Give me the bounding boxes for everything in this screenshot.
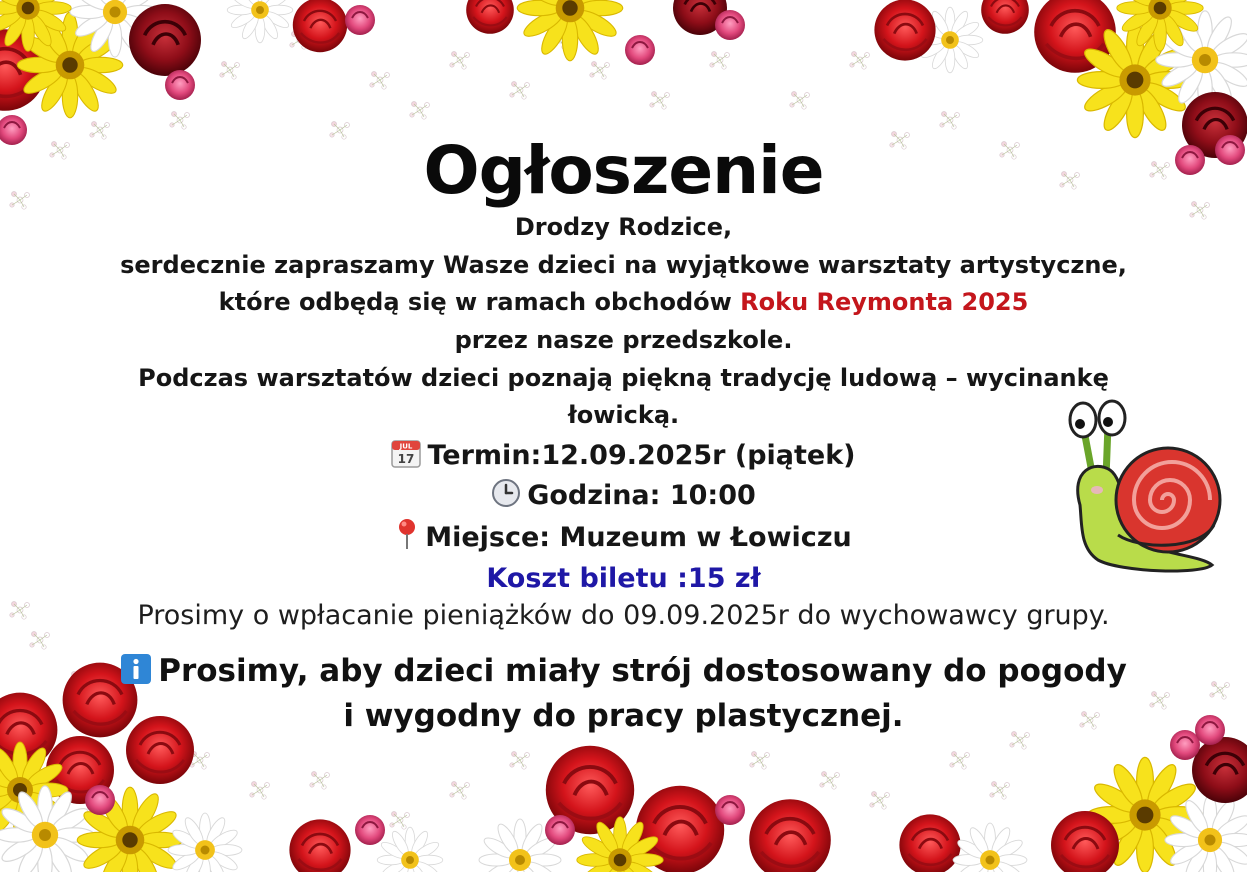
payment-note: Prosimy o wpłacanie pieniążków do 09.09.2025r do wychowawcy grupy.	[137, 600, 1110, 631]
description-line-end: łowicką.	[567, 401, 680, 429]
calendar-day: 17	[398, 452, 415, 466]
info-text: Prosimy, aby dzieci miały strój dostosowany do pogody	[158, 653, 1127, 689]
info-line	[0, 653, 1247, 689]
info-icon	[120, 653, 152, 685]
page-title: Ogłoszenie	[423, 132, 824, 209]
greeting: Drodzy Rodzice,	[514, 213, 733, 241]
occasion-text: które odbędą się w ramach obchodów	[218, 288, 741, 316]
pin-icon	[395, 518, 419, 550]
ticket-cost: Koszt biletu :15 zł	[486, 563, 761, 594]
clock-icon	[491, 478, 521, 508]
date-text: Termin:12.09.2025r (piątek)	[427, 440, 856, 471]
calendar-month: JUL	[400, 442, 413, 451]
place-text: Miejsce: Muzeum w Łowiczu	[425, 522, 852, 553]
calendar-icon	[391, 438, 421, 468]
occasion-line	[0, 288, 1247, 316]
organizer-line: przez nasze przedszkole.	[454, 326, 793, 354]
occasion-highlight: Roku Reymonta 2025	[740, 288, 1029, 316]
invitation-line: serdecznie zapraszamy Wasze dzieci na wyjątkowe warsztaty artystyczne,	[120, 251, 1127, 279]
info-line-2: i wygodny do pracy plastycznej.	[343, 698, 904, 734]
description-line: Podczas warsztatów dzieci poznają piękną tradycję ludową – wycinankę	[138, 364, 1109, 392]
time-text: Godzina: 10:00	[527, 480, 756, 511]
time-line	[0, 478, 1247, 511]
date-line	[0, 438, 1247, 471]
place-line	[0, 518, 1247, 553]
